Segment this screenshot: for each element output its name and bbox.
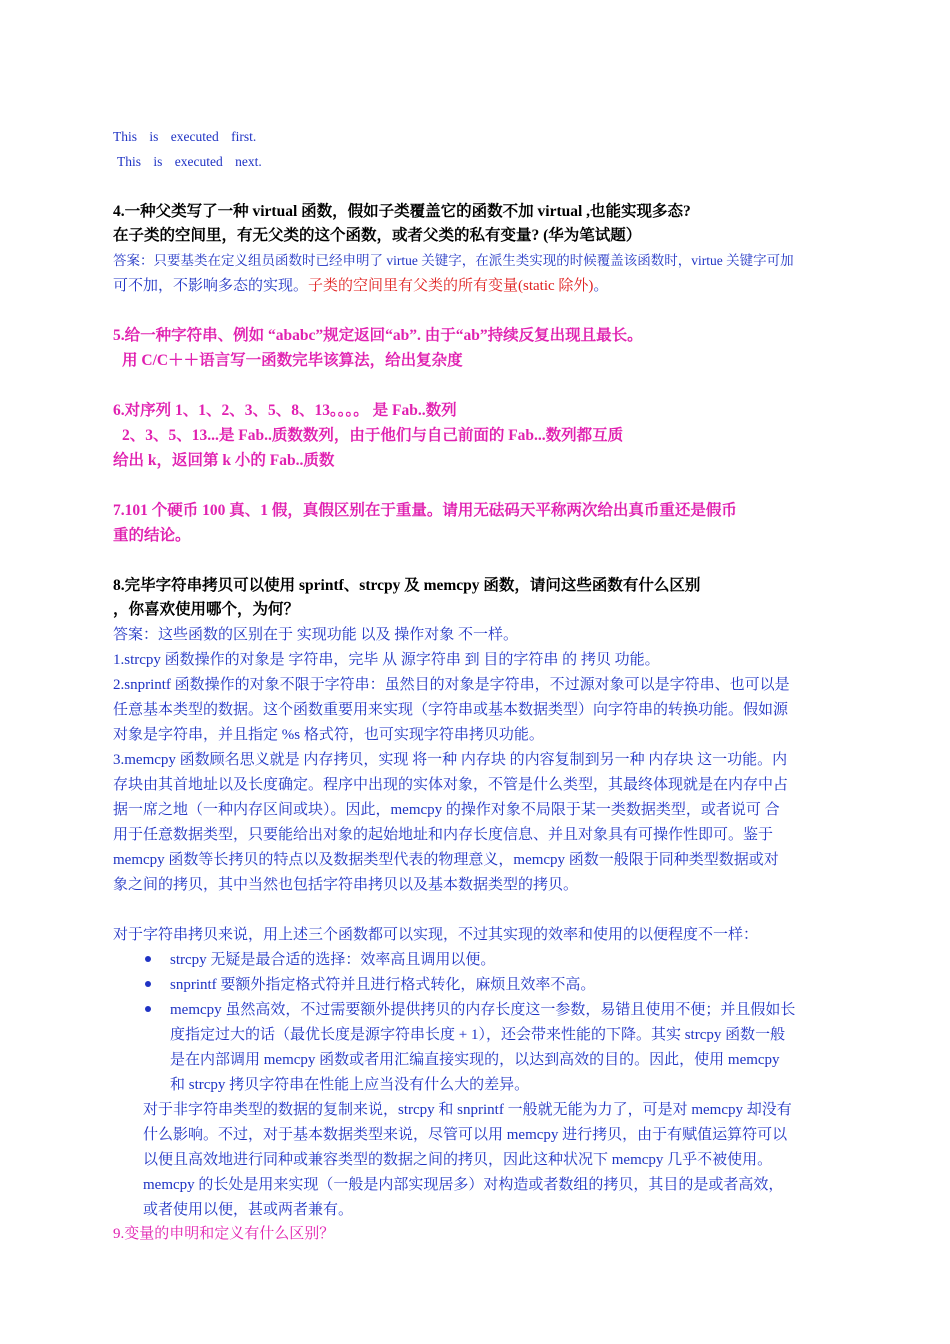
q8-nonstring-5: 或者使用以便，甚或两者兼有。 xyxy=(143,1202,354,1218)
bullet-strcpy: strcpy 无疑是最合适的选择：效率高且调用以便。 xyxy=(170,952,496,968)
q4-answer-end: 。 xyxy=(593,278,609,294)
q5-line-2: 用 C/C＋＋语言写一函数完毕该算法，给出复杂度 xyxy=(122,352,463,369)
code-output-line-1: This is executed first. xyxy=(113,129,257,144)
q8-answer-memcpy-5: memcpy 函数等长拷贝的特点以及数据类型代表的物理意义，memcpy 函数一般限于同种类型数据或对 xyxy=(113,852,779,868)
q8-question-line-2: ，你喜欢使用哪个，为何？ xyxy=(113,601,300,618)
q8-nonstring-1: 对于非字符串类型的数据的复制来说，strcpy 和 snprintf 一般就无能为力了，可是对 memcpy 却没有 xyxy=(143,1102,792,1118)
q8-answer-intro: 答案：这些函数的区别在于 实现功能 以及 操作对象 不一样。 xyxy=(113,627,519,643)
bullet-snprintf: snprintf 要额外指定格式符并且进行格式转化，麻烦且效率不高。 xyxy=(170,977,596,993)
q8-answer-snprintf-3: 对象是字符串，并且指定 %s 格式符，也可实现字符串拷贝功能。 xyxy=(113,727,544,743)
q8-answer-strcpy: 1.strcpy 函数操作的对象是 字符串，完毕 从 源字符串 到 目的字符串 的 拷贝 功能。 xyxy=(113,652,660,668)
q4-answer-highlight: 子类的空间里有父类的所有变量(static 除外) xyxy=(308,278,594,294)
code-output-line-2: This is executed next. xyxy=(117,154,262,169)
q8-nonstring-4: memcpy 的长处是用来实现（一般是内部实现居多）对构造或者数组的拷贝，其目的是或者高效， xyxy=(143,1177,784,1193)
bullet-memcpy-1: memcpy 虽然高效，不过需要额外提供拷贝的内存长度这一参数，易错且使用不便；并且假如长 xyxy=(170,1002,796,1018)
q6-line-3: 给出 k，返回第 k 小的 Fab..质数 xyxy=(113,452,335,469)
q8-question-line-1: 8.完毕字符串拷贝可以使用 sprintf、strcpy 及 memcpy 函数，请问这些函数有什么区别 xyxy=(113,577,701,594)
q7-line-2: 重的结论。 xyxy=(113,527,191,544)
bullet-icon xyxy=(145,956,151,962)
bullet-icon xyxy=(145,981,151,987)
q4-answer-line-1: 答案：只要基类在定义组员函数时已经申明了 virtue 关键字，在派生类实现的时候覆盖该函数时，virtue 关键字可加 xyxy=(113,253,794,268)
q8-answer-memcpy-2: 存块由其首地址以及长度确定。程序中出现的实体对象，不管是什么类型，其最终体现就是在内存中占 xyxy=(113,777,789,793)
q4-question-line-1: 4.一种父类写了一种 virtual 函数，假如子类覆盖它的函数不加 virtual ,也能实现多态? xyxy=(113,203,691,220)
q4-question-line-2: 在子类的空间里，有无父类的这个函数，或者父类的私有变量? (华为笔试题） xyxy=(113,227,642,244)
q8-answer-memcpy-1: 3.memcpy 函数顾名思义就是 内存拷贝，实现 将一种 内存块 的内容复制到另一种 内存块 这一功能。内 xyxy=(113,752,788,768)
q8-answer-snprintf-1: 2.snprintf 函数操作的对象不限于字符串：虽然目的对象是字符串，不过源对象可以是字符串、也可以是 xyxy=(113,677,790,693)
bullet-memcpy-2: 度指定过大的话（最优长度是源字符串长度 + 1），还会带来性能的下降。其实 strcpy 函数一般 xyxy=(170,1027,786,1043)
q5-line-1: 5.给一种字符串、例如 “ababc”规定返回“ab”. 由于“ab”持续反复出现且最长。 xyxy=(113,327,643,344)
q6-line-2: 2、3、5、13...是 Fab..质数数列，由于他们与自己前面的 Fab...数列都互质 xyxy=(122,427,624,444)
q8-answer-memcpy-3: 据一席之地（一种内存区间或块）。因此，memcpy 的操作对象不局限于某一类数据类型，或者说可 合 xyxy=(113,802,780,818)
q8-answer-snprintf-2: 任意基本类型的数据。这个函数重要用来实现（字符串或基本数据类型）向字符串的转换功能。假如源 xyxy=(113,702,789,718)
q8-answer-memcpy-4: 用于任意数据类型，只要能给出对象的起始地址和内存长度信息、并且对象具有可操作性即可。鉴于 xyxy=(113,827,774,843)
q4-answer-line-2 xyxy=(113,276,608,296)
q8-summary-intro: 对于字符串拷贝来说，用上述三个函数都可以实现，不过其实现的效率和使用的以便程度不一样： xyxy=(113,927,759,943)
q4-answer-text: 可不加，不影响多态的实现。 xyxy=(113,278,309,294)
q8-answer-memcpy-6: 象之间的拷贝，其中当然也包括字符串拷贝以及基本数据类型的拷贝。 xyxy=(113,877,579,893)
bullet-memcpy-3: 是在内部调用 memcpy 函数或者用汇编直接实现的，以达到高效的目的。因此，使用 memcpy xyxy=(170,1052,780,1068)
bullet-icon xyxy=(145,1006,151,1012)
q8-nonstring-2: 什么影响。不过，对于基本数据类型来说，尽管可以用 memcpy 进行拷贝，由于有赋值运算符可以 xyxy=(143,1127,788,1143)
q6-line-1: 6.对序列 1、1、2、3、5、8、13。。。。 是 Fab..数列 xyxy=(113,402,457,419)
q9-line-1: 9.变量的申明和定义有什么区别？ xyxy=(113,1226,335,1242)
q8-nonstring-3: 以便且高效地进行同种或兼容类型的数据之间的拷贝，因此这种状况下 memcpy 几乎不被使用。 xyxy=(143,1152,773,1168)
bullet-memcpy-4: 和 strcpy 拷贝字符串在性能上应当没有什么大的差异。 xyxy=(170,1077,530,1093)
q7-line-1: 7.101 个硬币 100 真、1 假，真假区别在于重量。请用无砝码天平称两次给出真币重还是假币 xyxy=(113,502,737,519)
